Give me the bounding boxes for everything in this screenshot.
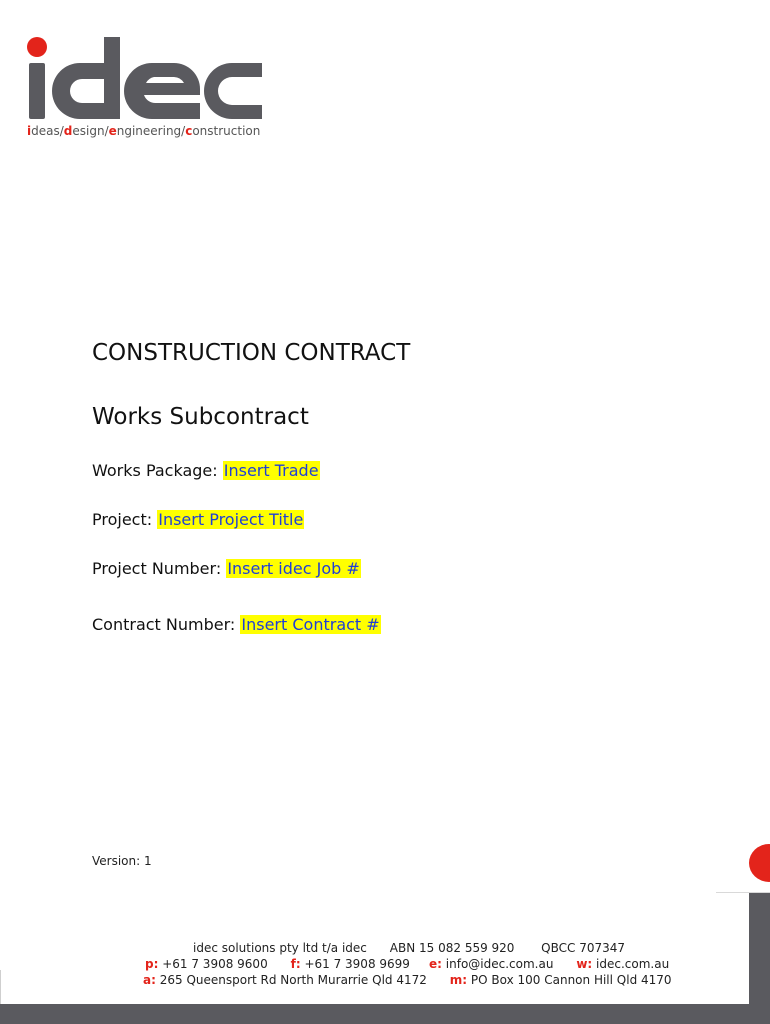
works-package-label: Works Package: <box>92 461 218 480</box>
document-title: CONSTRUCTION CONTRACT <box>92 340 411 366</box>
contract-number-label: Contract Number: <box>92 615 236 634</box>
footer-email[interactable]: info@idec.com.au <box>445 957 554 971</box>
bottom-grey-bar <box>0 1004 770 1024</box>
footer-address-label: a: <box>143 973 156 987</box>
project-number-field <box>92 559 361 578</box>
footer-mail-label: m: <box>449 973 468 987</box>
project-number-value[interactable]: Insert idec Job # <box>227 559 360 578</box>
logo-tagline: ideas/design/engineering/construction <box>27 124 261 138</box>
contract-number-value[interactable]: Insert Contract # <box>241 615 380 634</box>
footer-web[interactable]: idec.com.au <box>596 957 670 971</box>
idec-logo <box>26 34 266 144</box>
footer-company: idec solutions pty ltd t/a idec <box>193 941 367 955</box>
footer-mail: PO Box 100 Cannon Hill Qld 4170 <box>470 973 672 987</box>
footer-web-label: w: <box>576 957 593 971</box>
document-subtitle: Works Subcontract <box>92 404 309 430</box>
footer-phone-label: p: <box>145 957 159 971</box>
footer-fax: +61 7 3908 9699 <box>304 957 410 971</box>
footer-line-company <box>193 941 625 955</box>
footer-qbcc: QBCC 707347 <box>541 941 626 955</box>
project-field <box>92 510 304 529</box>
footer-phone[interactable]: +61 7 3908 9600 <box>162 957 268 971</box>
footer-address: 265 Queensport Rd North Murarrie Qld 4172 <box>159 973 427 987</box>
version-label: Version: <box>92 854 141 868</box>
footer-line-address <box>143 973 672 987</box>
footer-fax-label: f: <box>290 957 301 971</box>
footer-abn: ABN 15 082 559 920 <box>389 941 515 955</box>
project-number-label: Project Number: <box>92 559 222 578</box>
version-line <box>92 854 152 868</box>
footer-email-label: e: <box>429 957 442 971</box>
left-divider <box>0 970 1 1004</box>
footer-line-contact <box>145 957 669 971</box>
red-dot-decoration <box>749 844 770 882</box>
version-value: 1 <box>144 854 152 868</box>
project-label: Project: <box>92 510 153 529</box>
works-package-field <box>92 461 320 480</box>
works-package-value[interactable]: Insert Trade <box>223 461 319 480</box>
project-value[interactable]: Insert Project Title <box>158 510 304 529</box>
contract-number-field <box>92 615 381 634</box>
idec-wordmark-logo <box>26 34 266 134</box>
